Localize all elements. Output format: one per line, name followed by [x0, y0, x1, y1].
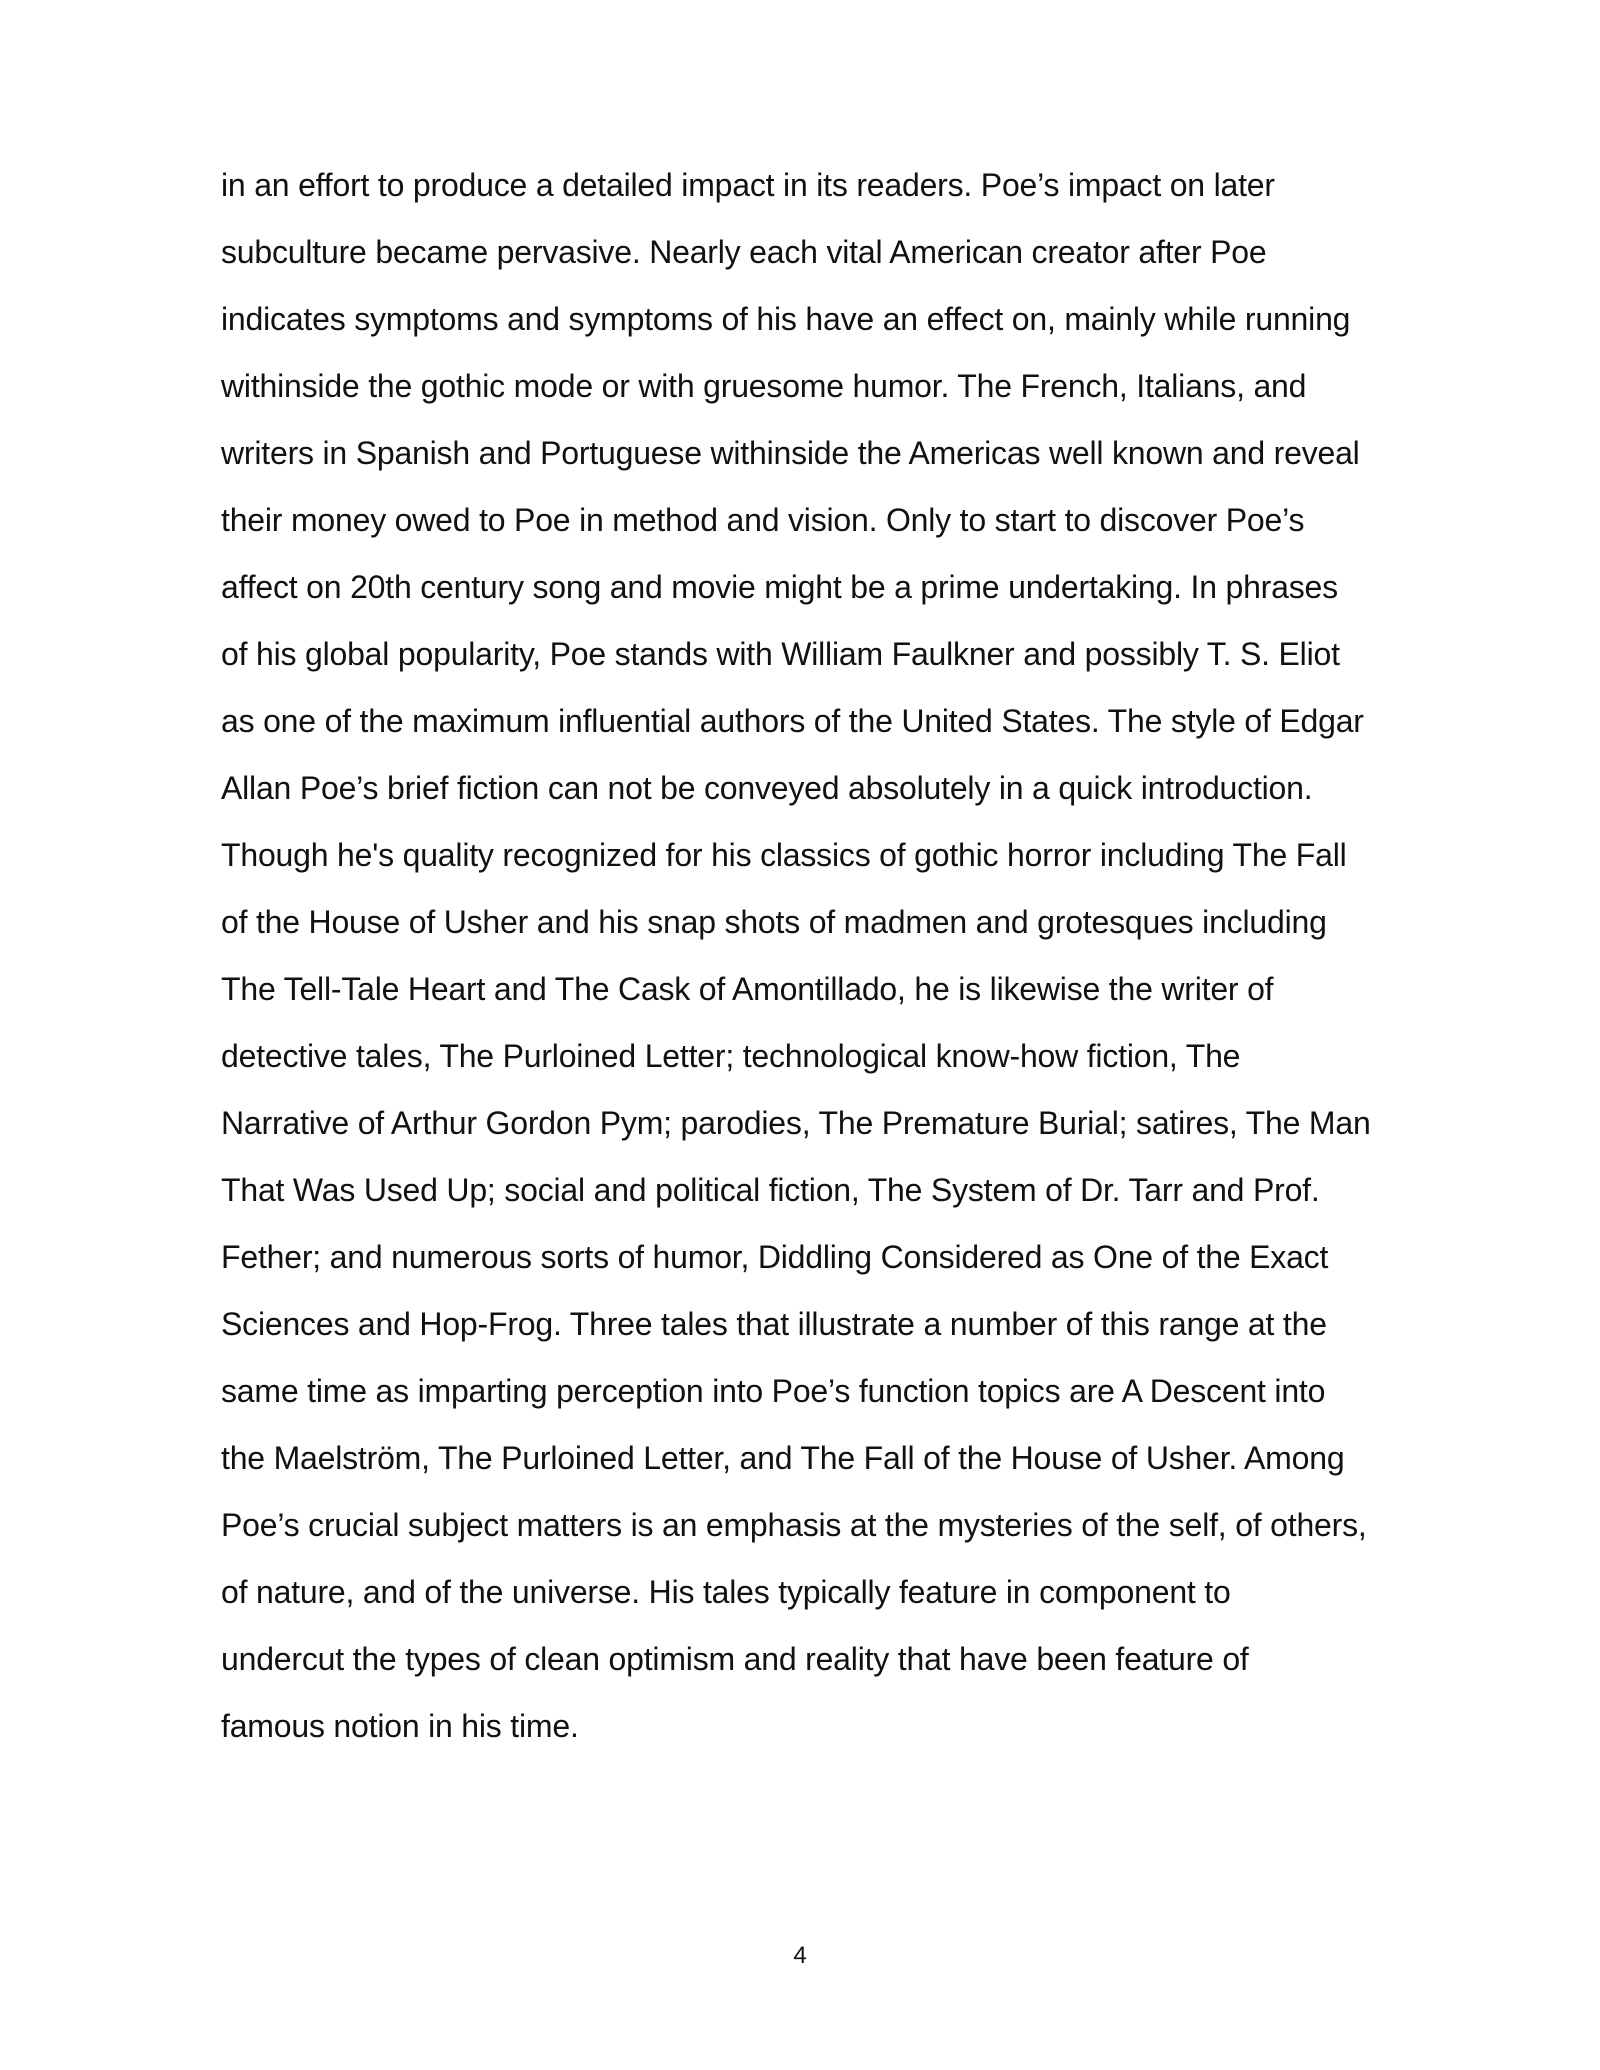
text-line: Allan Poe’s brief fiction can not be conveyed absolutely in a quick introduction. [221, 770, 1313, 806]
text-line: Fether; and numerous sorts of humor, Diddling Considered as One of the Exact [221, 1239, 1329, 1275]
text-line: as one of the maximum influential authors of the United States. The style of Edgar [221, 703, 1364, 739]
text-line: the Maelström, The Purloined Letter, and The Fall of the House of Usher. Among [221, 1440, 1345, 1476]
text-line: The Tell-Tale Heart and The Cask of Amontillado, he is likewise the writer of [221, 971, 1274, 1007]
text-line: affect on 20th century song and movie might be a prime undertaking. In phrases [221, 569, 1338, 605]
text-line: detective tales, The Purloined Letter; technological know-how fiction, The [221, 1038, 1241, 1074]
text-line: Sciences and Hop-Frog. Three tales that illustrate a number of this range at the [221, 1306, 1327, 1342]
text-line: of nature, and of the universe. His tales typically feature in component to [221, 1574, 1231, 1610]
text-line: withinside the gothic mode or with gruesome humor. The French, Italians, and [221, 368, 1307, 404]
text-line: of the House of Usher and his snap shots of madmen and grotesques including [221, 904, 1327, 940]
text-line: of his global popularity, Poe stands with William Faulkner and possibly T. S. Eliot [221, 636, 1340, 672]
page-number: 4 [793, 1942, 807, 1969]
text-line: writers in Spanish and Portuguese withinside the Americas well known and reveal [221, 435, 1360, 471]
text-line: subculture became pervasive. Nearly each vital American creator after Poe [221, 234, 1267, 270]
text-line: That Was Used Up; social and political fiction, The System of Dr. Tarr and Prof. [221, 1172, 1320, 1208]
body-paragraph [221, 152, 1461, 1760]
text-line: same time as imparting perception into Poe’s function topics are A Descent into [221, 1373, 1326, 1409]
text-line: Though he's quality recognized for his classics of gothic horror including The Fall [221, 837, 1347, 873]
text-line: Narrative of Arthur Gordon Pym; parodies, The Premature Burial; satires, The Man [221, 1105, 1371, 1141]
text-line: Poe’s crucial subject matters is an emphasis at the mysteries of the self, of others, [221, 1507, 1367, 1543]
text-line: undercut the types of clean optimism and reality that have been feature of [221, 1641, 1249, 1677]
text-line: indicates symptoms and symptoms of his have an effect on, mainly while running [221, 301, 1351, 337]
text-line: famous notion in his time. [221, 1708, 579, 1744]
text-line: their money owed to Poe in method and vision. Only to start to discover Poe’s [221, 502, 1305, 538]
text-line: in an effort to produce a detailed impact in its readers. Poe’s impact on later [221, 167, 1275, 203]
